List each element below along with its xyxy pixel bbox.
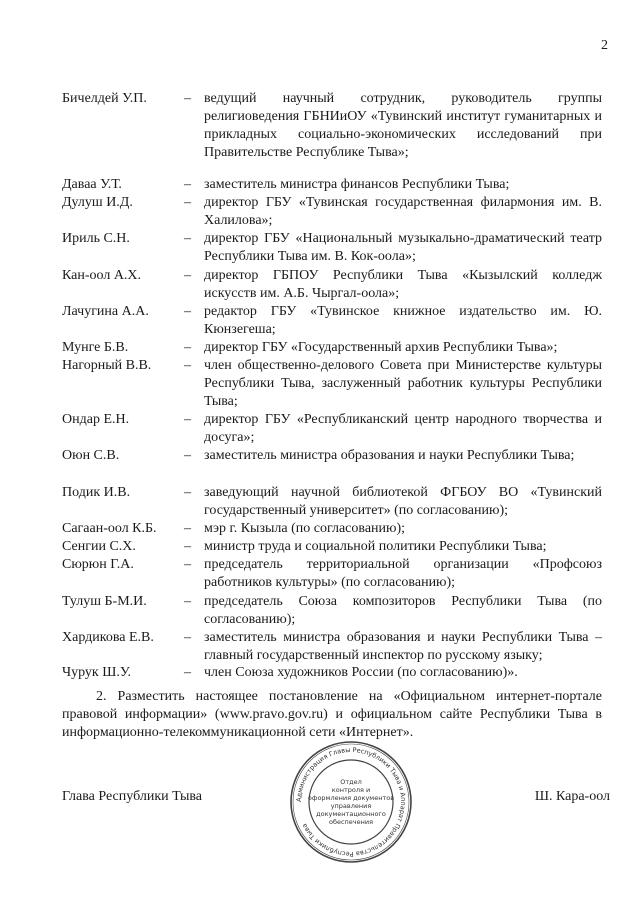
member-role: заведующий научной библиотекой ФГБОУ ВО «Тувинский государственный университет» (по согласованию);: [204, 485, 602, 518]
member-row: [62, 556, 602, 592]
member-name: Сагаан-оол К.Б.: [62, 521, 157, 536]
stamp-center-text: [308, 778, 394, 826]
member-dash: –: [184, 304, 191, 319]
signature-title: Глава Республики Тыва: [62, 789, 203, 804]
member-name: Чурук Ш.У.: [62, 665, 131, 680]
member-dash: –: [184, 268, 191, 283]
member-dash: –: [184, 630, 191, 645]
member-role: директор ГБУ «Тувинская государственная филармония им. В. Халилова»;: [204, 195, 602, 228]
member-name: Мунге Б.В.: [62, 340, 129, 355]
member-dash: –: [184, 539, 191, 554]
member-name: Сюрюн Г.А.: [62, 557, 134, 572]
official-stamp: [288, 739, 414, 865]
member-role: председатель территориальной организации «Профсоюз работников культуры» (по согласованию);: [204, 557, 602, 590]
member-row: [62, 303, 602, 339]
member-dash: –: [184, 340, 191, 355]
member-name: Бичелдей У.П.: [62, 91, 147, 106]
member-dash: –: [184, 521, 191, 536]
member-role: член общественно-делового Совета при Министерстве культуры Республики Тыва, заслуженный работник культуры Республики Тыва;: [204, 358, 602, 409]
member-row: [62, 194, 602, 230]
member-row: [62, 629, 602, 665]
page-number: 2: [601, 38, 608, 53]
member-name: Ириль С.Н.: [62, 231, 130, 246]
member-role: председатель Союза композиторов Республики Тыва (по согласованию);: [204, 594, 602, 627]
member-dash: –: [184, 557, 191, 572]
stamp-ring-text: Администрация Главы Республики Тыва и Аппарат Правительства Республики Тыва: [294, 745, 408, 859]
member-name: Дулуш И.Д.: [62, 195, 133, 210]
member-dash: –: [184, 485, 191, 500]
member-name: Тулуш Б-М.И.: [62, 594, 147, 609]
stamp-center-line: обеспечения: [328, 818, 374, 826]
member-row: [62, 411, 602, 447]
member-name: Нагорный В.В.: [62, 358, 152, 373]
member-dash: –: [184, 358, 191, 373]
member-row: [62, 484, 602, 520]
stamp-center-line: Отдел: [340, 778, 362, 786]
member-dash: –: [184, 177, 191, 192]
member-role: директор ГБУ «Национальный музыкально-драматический театр Республики Тыва им. В. Кок-оола»;: [204, 231, 602, 264]
member-row: [62, 339, 602, 357]
member-row: [62, 267, 602, 303]
member-row: [62, 230, 602, 266]
member-name: Даваа У.Т.: [62, 177, 122, 192]
member-row: [62, 357, 602, 411]
resolution-paragraph: 2. Разместить настоящее постановление на «Официальном интернет-портале правовой информации» (www.pravo.gov.ru) и официальном сайте Республики Тыва в информационно-телекоммуникационной сети «Интернет».: [62, 689, 602, 740]
member-row: [62, 176, 602, 194]
member-name: Кан-оол А.Х.: [62, 268, 142, 283]
member-role: ведущий научный сотрудник, руководитель группы религиоведения ГБНИиОУ «Тувинский институт гуманитарных и прикладных социально-экономических исследований при Правительстве Республике Тыва»;: [204, 91, 602, 160]
member-role: министр труда и социальной политики Республики Тыва;: [204, 539, 547, 554]
signature-name: Ш. Кара-оол: [534, 789, 610, 804]
member-role: директор ГБУ «Республиканский центр народного творчества и досуга»;: [204, 412, 602, 445]
member-role: редактор ГБУ «Тувинское книжное издательство им. Ю. Кюнзегеша;: [204, 304, 602, 337]
stamp-center-line: документационного: [316, 810, 386, 818]
member-dash: –: [184, 412, 191, 427]
member-dash: –: [184, 594, 191, 609]
member-role: заместитель министра финансов Республики Тыва;: [204, 177, 510, 192]
member-row: [62, 538, 602, 556]
member-name: Сенгии С.Х.: [62, 539, 136, 554]
member-role: член Союза художников России (по согласованию)».: [204, 665, 518, 680]
member-role: директор ГБУ «Государственный архив Республики Тыва»;: [204, 340, 558, 355]
member-dash: –: [184, 231, 191, 246]
member-row: [62, 520, 602, 538]
member-dash: –: [184, 448, 191, 463]
member-name: Оюн С.В.: [62, 448, 120, 463]
stamp-center-line: управления: [330, 802, 372, 810]
member-row: [62, 664, 602, 682]
member-name: Хардикова Е.В.: [62, 630, 154, 645]
member-role: заместитель министра образования и науки Республики Тыва;: [204, 448, 575, 463]
member-row: [62, 447, 602, 465]
member-dash: –: [184, 91, 191, 106]
member-dash: –: [184, 195, 191, 210]
member-name: Ондар Е.Н.: [62, 412, 130, 427]
stamp-center-line: контроля и: [331, 786, 371, 794]
member-name: Подик И.В.: [62, 485, 131, 500]
member-row: [62, 593, 602, 629]
member-role: заместитель министра образования и науки Республики Тыва – главный государственный инспектор по русскому языку;: [204, 630, 602, 663]
member-dash: –: [184, 665, 191, 680]
member-name: Лачугина А.А.: [62, 304, 149, 319]
member-row: [62, 90, 602, 162]
member-role: мэр г. Кызыла (по согласованию);: [204, 521, 406, 536]
member-role: директор ГБПОУ Республики Тыва «Кызылский колледж искусств им. А.Б. Чыргал-оола»;: [204, 268, 602, 301]
stamp-center-line: оформления документов: [307, 794, 395, 802]
